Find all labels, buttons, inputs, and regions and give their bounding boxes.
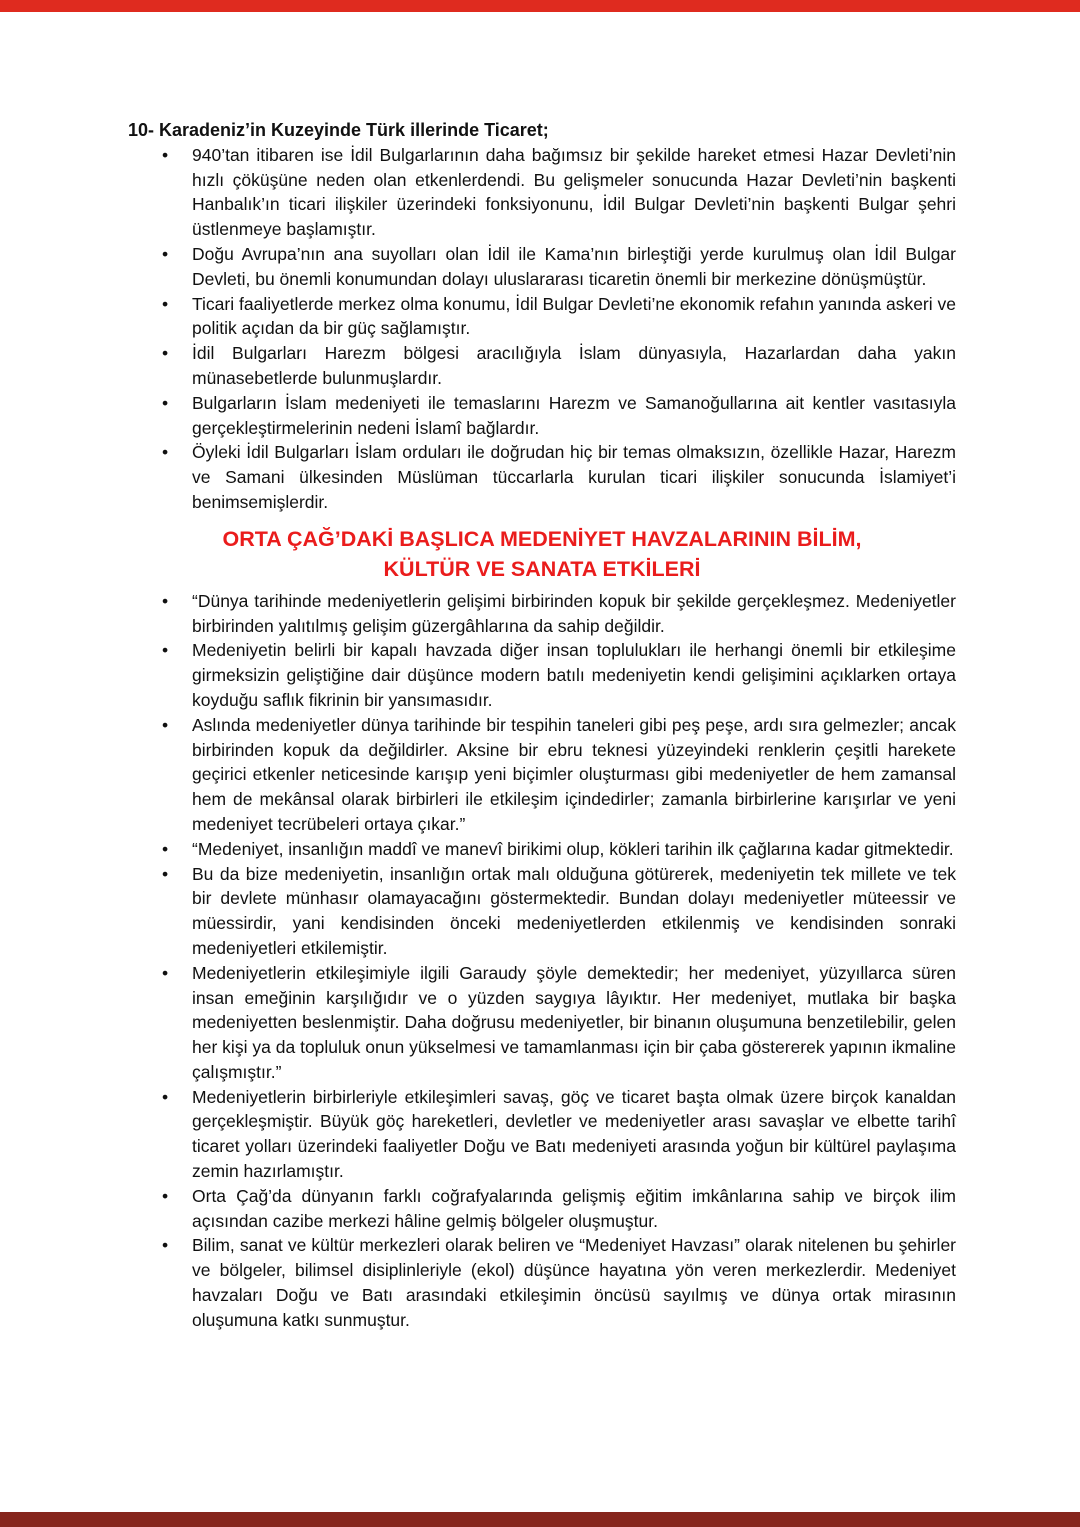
bullet-text: Aslında medeniyetler dünya tarihinde bir tespihin taneleri gibi peş peşe, ardı sıra gelmezler; ancak birbirinden kopuk da değildirler. Aksine bir ebru teknesi yüzeyindeki renklerin çeşitli harekete geçirici etkenler neticesinde karışıp yeni biçimler oluşturması gibi medeniyetler de hem zamansal hem de mekânsal olarak birbirleri ile etkileşim içindedirler; zamanla birbirlerine karışırlar ve yeni medeniyet tecrübeleri ortaya çıkar.” <box>192 714 956 834</box>
section1-bullet-list <box>128 143 956 515</box>
list-item <box>128 391 956 441</box>
bullet-text: Bu da bize medeniyetin, insanlığın ortak malı olduğuna götürerek, medeniyetin tek millete ve tek bir devlete münhasır olamayacağını göstermektedir. Bundan dolayı medeniyetler müteessir ve müessirdir, yani kendisinden önceki medeniyetlerden etkilenmiş ve kendisinden sonraki medeniyetleri etkilemiştir. <box>192 863 956 958</box>
bullet-text: Orta Çağ’da dünyanın farklı coğrafyalarında gelişmiş eğitim imkânlarına sahip ve birçok ilim açısından cazibe merkezi hâline gelmiş bölgeler oluşmuştur. <box>192 1185 956 1231</box>
list-item <box>128 292 956 342</box>
list-item <box>128 589 956 639</box>
bullet-icon: • <box>162 1185 169 1206</box>
bullet-icon: • <box>162 442 169 463</box>
list-item <box>128 440 956 514</box>
section2-heading-line1: ORTA ÇAĞ’DAKİ BAŞLICA MEDENİYET HAVZALARININ BİLİM, <box>222 526 862 551</box>
list-item <box>128 143 956 242</box>
bullet-icon: • <box>162 640 169 661</box>
bullet-icon: • <box>162 243 169 264</box>
bullet-icon: • <box>162 343 169 364</box>
list-item <box>128 242 956 292</box>
list-item <box>128 961 956 1085</box>
bullet-text: Bulgarların İslam medeniyeti ile temaslarını Harezm ve Samanoğullarına ait kentler vasıtasıyla gerçekleştirmelerinin nedeni İslamî bağlardır. <box>192 392 956 438</box>
list-item <box>128 713 956 837</box>
bullet-text: Bilim, sanat ve kültür merkezleri olarak beliren ve “Medeniyet Havzası” olarak nitelenen bu şehirler ve bölgeler, bilimsel disiplinleriyle (ekol) düşünce hayatına yön veren merkezlerdir. Medeniyet havzaları Doğu ve Batı arasındaki etkileşimin öncüsü sayılmış ve dünya ortak mirasının oluşumuna katkı sunmuştur. <box>192 1235 956 1330</box>
bullet-icon: • <box>162 838 169 859</box>
bullet-text: 940’tan itibaren ise İdil Bulgarlarının daha bağımsız bir şekilde hareket etmesi Hazar Devleti’nin hızlı çöküşüne neden olan etkenlerdendi. Bu gelişmeler sonucunda Hazar Devleti’nin başkenti Hanbalık’ın ticari ilişkiler üzerindeki fonksiyonunu, İdil Bulgar Devleti’nin başkenti Bulgar şehri üstlenmeye başlamıştır. <box>192 144 956 240</box>
page-content <box>128 0 956 1333</box>
bullet-icon: • <box>162 1235 169 1256</box>
bottom-border-bar <box>0 1512 1080 1527</box>
bullet-icon: • <box>162 392 169 413</box>
list-item <box>128 862 956 961</box>
list-item <box>128 638 956 712</box>
bullet-text: İdil Bulgarları Harezm bölgesi aracılığıyla İslam dünyasıyla, Hazarlardan daha yakın münasebetlerde bulunmuşlardır. <box>192 343 956 388</box>
bullet-icon: • <box>162 1086 169 1107</box>
list-item <box>128 1233 956 1332</box>
bullet-icon: • <box>162 293 169 314</box>
bullet-text: Öyleki İdil Bulgarları İslam orduları ile doğrudan hiç bir temas olmaksızın, özellikle Hazar, Harezm ve Samani ülkesinden Müslüman tüccarlarla kurulan ticari ilişkiler sonucunda İslamiyet’i benimsemişlerdir. <box>192 442 956 512</box>
section2-heading <box>128 524 956 584</box>
bullet-icon: • <box>162 863 169 884</box>
section1-heading: 10- Karadeniz’in Kuzeyinde Türk illerinde Ticaret; <box>128 120 549 140</box>
section2-heading-line2: KÜLTÜR VE SANATA ETKİLERİ <box>383 556 701 581</box>
bullet-text: Medeniyetlerin etkileşimiyle ilgili Garaudy şöyle demektedir; her medeniyet, yüzyıllarca süren insan emeğinin karşılığıdır ve o yüzden saygıya lâyıktır. Her medeniyet, mutlaka bir başka medeniyetten beslenmiştir. Daha doğrusu medeniyetler, bir binanın oluşumuna benzetilebilir, gelen her kişi ya da topluluk onun yükselmesi ve tamamlanması için bir çaba göstererek yapının ikmaline çalışmıştır.” <box>192 962 956 1082</box>
bullet-text: Ticari faaliyetlerde merkez olma konumu, İdil Bulgar Devleti’ne ekonomik refahın yanında askeri ve politik açıdan da bir güç sağlamıştır. <box>192 293 956 339</box>
list-item <box>128 837 956 862</box>
bullet-icon: • <box>162 714 169 735</box>
bullet-text: “Dünya tarihinde medeniyetlerin gelişimi birbirinden kopuk bir şekilde gerçekleşmez. Medeniyetler birbirinden yalıtılmış gelişim güzergâhlarına da sahip değildir. <box>192 590 956 636</box>
section2-bullet-list <box>128 589 956 1333</box>
bullet-icon: • <box>162 962 169 983</box>
list-item <box>128 1085 956 1184</box>
bullet-text: “Medeniyet, insanlığın maddî ve manevî birikimi olup, kökleri tarihin ilk çağlarına kadar gitmektedir. <box>192 838 954 859</box>
bullet-icon: • <box>162 590 169 611</box>
bullet-text: Doğu Avrupa’nın ana suyolları olan İdil ile Kama’nın birleştiği yerde kurulmuş olan İdil Bulgar Devleti, bu önemli konumundan dolayı uluslararası ticaretin önemli bir merkezine dönüşmüştür. <box>192 243 956 289</box>
bullet-icon: • <box>162 144 169 165</box>
list-item <box>128 341 956 391</box>
list-item <box>128 1184 956 1234</box>
bullet-text: Medeniyetlerin birbirleriyle etkileşimleri savaş, göç ve ticaret başta olmak üzere birçok kanaldan gerçekleşmiştir. Büyük göç hareketleri, devletler ve medeniyetler arası savaşlar ve elbette tarihî ticaret yolları üzerindeki faaliyetler Doğu ve Batı medeniyeti arasında yoğun bir kültürel paylaşıma zemin hazırlamıştır. <box>192 1086 956 1182</box>
bullet-text: Medeniyetin belirli bir kapalı havzada diğer insan toplulukları ile herhangi önemli bir etkileşime girmeksizin geliştiğine dair düşünce modern batılı medeniyetin kendi gelişimini açıklarken ortaya koyduğu saflık fikrinin bir yansımasıdır. <box>192 640 956 710</box>
